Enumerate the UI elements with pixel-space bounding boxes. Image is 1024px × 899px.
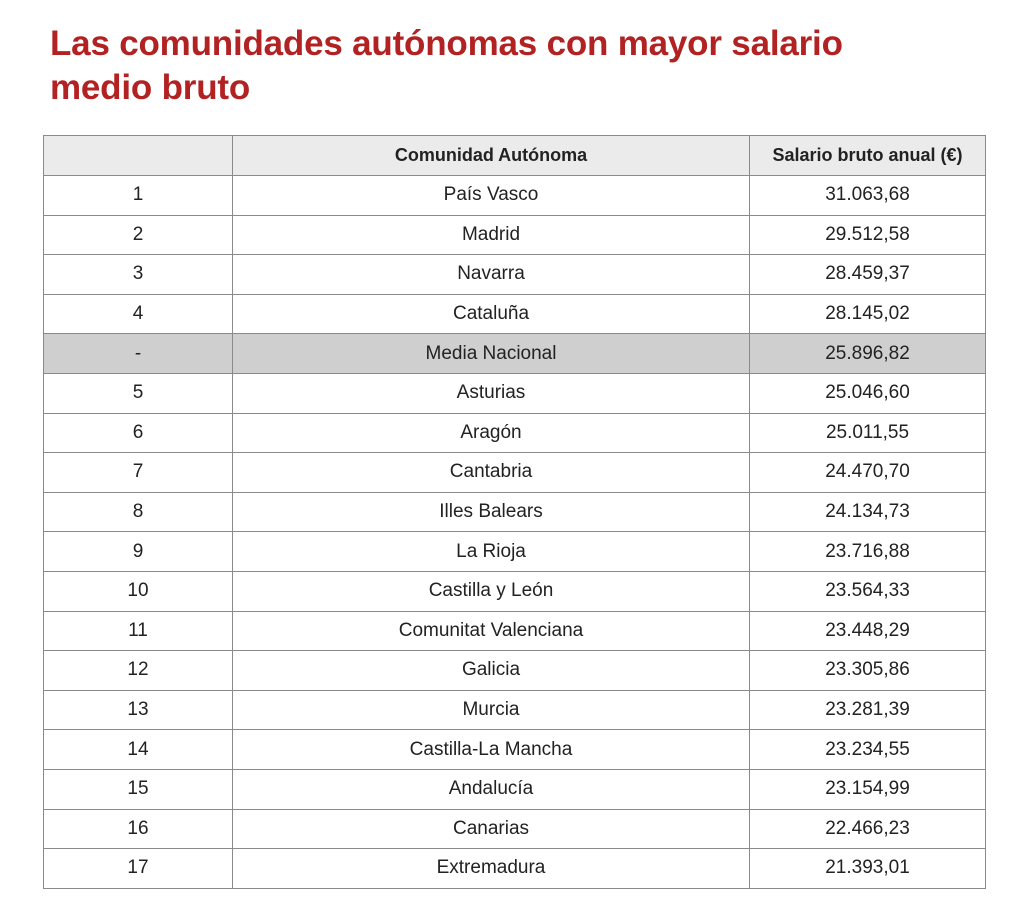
table-row [44,176,986,216]
rank-cell: 15 [44,769,233,809]
header-row [44,136,986,176]
community-cell: La Rioja [233,532,750,572]
salary-cell: 25.011,55 [750,413,986,453]
table-row-highlight [44,334,986,374]
community-cell: Navarra [233,255,750,295]
table-row [44,294,986,334]
community-cell: Aragón [233,413,750,453]
table-row [44,453,986,493]
salary-cell: 23.448,29 [750,611,986,651]
salary-cell: 31.063,68 [750,176,986,216]
salary-cell: 29.512,58 [750,215,986,255]
salary-table [43,135,986,889]
community-cell: Andalucía [233,769,750,809]
community-cell: País Vasco [233,176,750,216]
table-row [44,809,986,849]
rank-cell: 7 [44,453,233,493]
table-body [44,176,986,889]
rank-cell: 12 [44,651,233,691]
community-cell: Comunitat Valenciana [233,611,750,651]
salary-cell: 23.234,55 [750,730,986,770]
salary-cell: 23.564,33 [750,571,986,611]
rank-cell: 16 [44,809,233,849]
rank-cell: 9 [44,532,233,572]
rank-cell: 1 [44,176,233,216]
table-row [44,849,986,889]
table-row [44,532,986,572]
table-row [44,215,986,255]
salary-cell: 25.046,60 [750,373,986,413]
salary-cell: 23.281,39 [750,690,986,730]
table-header [44,136,986,176]
rank-cell: 14 [44,730,233,770]
table-row [44,492,986,532]
salary-cell: 23.154,99 [750,769,986,809]
community-cell: Cantabria [233,453,750,493]
rank-cell: 10 [44,571,233,611]
community-cell: Asturias [233,373,750,413]
rank-cell: 17 [44,849,233,889]
table-row [44,730,986,770]
table-row [44,611,986,651]
rank-cell: 4 [44,294,233,334]
community-cell: Extremadura [233,849,750,889]
rank-cell: 11 [44,611,233,651]
salary-cell: 23.305,86 [750,651,986,691]
rank-cell: 5 [44,373,233,413]
table-row [44,255,986,295]
community-cell: Madrid [233,215,750,255]
table-row [44,690,986,730]
salary-cell: 22.466,23 [750,809,986,849]
salary-cell: 24.134,73 [750,492,986,532]
header-salary: Salario bruto anual (€) [750,136,986,176]
header-community: Comunidad Autónoma [233,136,750,176]
page-title: Las comunidades autónomas con mayor salario medio bruto [50,24,843,107]
community-cell: Galicia [233,651,750,691]
table-row [44,413,986,453]
salary-cell: 23.716,88 [750,532,986,572]
salary-cell: 28.145,02 [750,294,986,334]
rank-cell: 3 [44,255,233,295]
community-cell: Media Nacional [233,334,750,374]
rank-cell: 2 [44,215,233,255]
salary-cell: 21.393,01 [750,849,986,889]
community-cell: Illes Balears [233,492,750,532]
table-row [44,651,986,691]
rank-cell: 13 [44,690,233,730]
community-cell: Canarias [233,809,750,849]
table-row [44,769,986,809]
salary-cell: 25.896,82 [750,334,986,374]
header-rank [44,136,233,176]
salary-cell: 28.459,37 [750,255,986,295]
rank-cell: 8 [44,492,233,532]
table-row [44,373,986,413]
community-cell: Castilla-La Mancha [233,730,750,770]
community-cell: Castilla y León [233,571,750,611]
community-cell: Cataluña [233,294,750,334]
rank-cell: 6 [44,413,233,453]
community-cell: Murcia [233,690,750,730]
table-row [44,571,986,611]
rank-cell: - [44,334,233,374]
salary-cell: 24.470,70 [750,453,986,493]
